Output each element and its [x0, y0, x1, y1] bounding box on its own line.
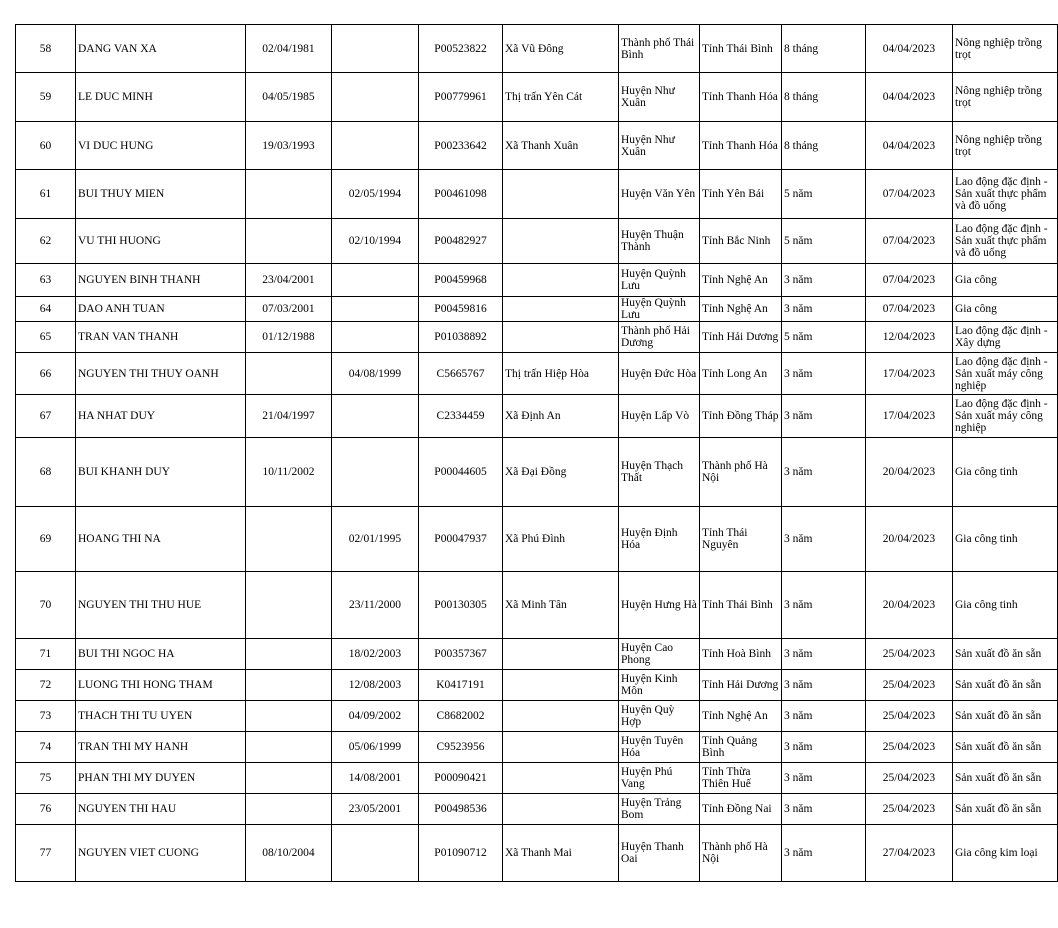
commune-cell: [503, 170, 619, 219]
dob-female-cell: 12/08/2003: [332, 670, 419, 701]
commune-cell: [503, 219, 619, 264]
passport-number-cell: P00482927: [419, 219, 503, 264]
table-row: [16, 732, 1058, 763]
province-cell: Tỉnh Long An: [700, 353, 782, 395]
passport-number-cell: C5665767: [419, 353, 503, 395]
dob-male-cell: [246, 794, 332, 825]
district-cell: Huyện Kinh Môn: [619, 670, 700, 701]
contract-duration-cell: 5 năm: [782, 219, 866, 264]
district-cell: Huyện Thanh Oai: [619, 825, 700, 882]
occupation-cell: Gia công tinh: [953, 438, 1058, 507]
worker-name-cell: THACH THI TU UYEN: [76, 701, 246, 732]
district-cell: Huyện Thạch Thất: [619, 438, 700, 507]
dob-male-cell: [246, 353, 332, 395]
commune-cell: [503, 763, 619, 794]
occupation-cell: Gia công tinh: [953, 507, 1058, 572]
province-cell: Tỉnh Quảng Bình: [700, 732, 782, 763]
departure-date-cell: 20/04/2023: [866, 438, 953, 507]
district-cell: Thành phố Thái Bình: [619, 25, 700, 73]
dob-male-cell: [246, 507, 332, 572]
dob-male-cell: [246, 219, 332, 264]
commune-cell: [503, 670, 619, 701]
occupation-cell: Nông nghiệp trồng trọt: [953, 25, 1058, 73]
table-row: [16, 670, 1058, 701]
departure-date-cell: 20/04/2023: [866, 507, 953, 572]
occupation-cell: Sản xuất đồ ăn sẵn: [953, 732, 1058, 763]
departure-date-cell: 17/04/2023: [866, 353, 953, 395]
passport-number-cell: C8682002: [419, 701, 503, 732]
row-number-cell: 77: [16, 825, 76, 882]
occupation-cell: Sản xuất đồ ăn sẵn: [953, 763, 1058, 794]
dob-male-cell: 19/03/1993: [246, 122, 332, 170]
district-cell: Huyện Thuận Thành: [619, 219, 700, 264]
province-cell: Tỉnh Thái Bình: [700, 25, 782, 73]
row-number-cell: 65: [16, 322, 76, 353]
province-cell: Tỉnh Thừa Thiên Huế: [700, 763, 782, 794]
departure-date-cell: 25/04/2023: [866, 732, 953, 763]
row-number-cell: 62: [16, 219, 76, 264]
passport-number-cell: P00090421: [419, 763, 503, 794]
departure-date-cell: 07/04/2023: [866, 264, 953, 297]
worker-name-cell: LUONG THI HONG THAM: [76, 670, 246, 701]
commune-cell: Xã Vũ Đông: [503, 25, 619, 73]
contract-duration-cell: 3 năm: [782, 639, 866, 670]
commune-cell: Xã Phú Đình: [503, 507, 619, 572]
table-row: [16, 395, 1058, 438]
departure-date-cell: 04/04/2023: [866, 73, 953, 122]
passport-number-cell: P00130305: [419, 572, 503, 639]
row-number-cell: 72: [16, 670, 76, 701]
dob-male-cell: 04/05/1985: [246, 73, 332, 122]
departure-date-cell: 12/04/2023: [866, 322, 953, 353]
row-number-cell: 71: [16, 639, 76, 670]
worker-name-cell: NGUYEN THI THU HUE: [76, 572, 246, 639]
district-cell: Huyện Phú Vang: [619, 763, 700, 794]
commune-cell: Thị trấn Hiệp Hòa: [503, 353, 619, 395]
passport-number-cell: P00498536: [419, 794, 503, 825]
passport-number-cell: P00461098: [419, 170, 503, 219]
worker-name-cell: PHAN THI MY DUYEN: [76, 763, 246, 794]
province-cell: Tỉnh Nghệ An: [700, 297, 782, 322]
province-cell: Tỉnh Thái Bình: [700, 572, 782, 639]
row-number-cell: 61: [16, 170, 76, 219]
dob-male-cell: [246, 763, 332, 794]
province-cell: Tỉnh Thanh Hóa: [700, 73, 782, 122]
contract-duration-cell: 3 năm: [782, 701, 866, 732]
dob-male-cell: 21/04/1997: [246, 395, 332, 438]
commune-cell: [503, 264, 619, 297]
contract-duration-cell: 3 năm: [782, 794, 866, 825]
worker-name-cell: VI DUC HUNG: [76, 122, 246, 170]
table-row: [16, 25, 1058, 73]
district-cell: Huyện Hưng Hà: [619, 572, 700, 639]
commune-cell: [503, 701, 619, 732]
commune-cell: [503, 639, 619, 670]
contract-duration-cell: 3 năm: [782, 264, 866, 297]
dob-female-cell: 04/08/1999: [332, 353, 419, 395]
province-cell: Tỉnh Hoà Bình: [700, 639, 782, 670]
dob-female-cell: [332, 395, 419, 438]
departure-date-cell: 17/04/2023: [866, 395, 953, 438]
table-row: [16, 763, 1058, 794]
dob-male-cell: [246, 639, 332, 670]
dob-male-cell: 08/10/2004: [246, 825, 332, 882]
table-row: [16, 297, 1058, 322]
worker-name-cell: DANG VAN XA: [76, 25, 246, 73]
worker-name-cell: TRAN VAN THANH: [76, 322, 246, 353]
contract-duration-cell: 3 năm: [782, 670, 866, 701]
departure-date-cell: 07/04/2023: [866, 170, 953, 219]
commune-cell: [503, 794, 619, 825]
dob-female-cell: 05/06/1999: [332, 732, 419, 763]
passport-number-cell: P01038892: [419, 322, 503, 353]
passport-number-cell: P00047937: [419, 507, 503, 572]
table-row: [16, 701, 1058, 732]
passport-number-cell: P00779961: [419, 73, 503, 122]
contract-duration-cell: 3 năm: [782, 763, 866, 794]
passport-number-cell: C2334459: [419, 395, 503, 438]
district-cell: Huyện Cao Phong: [619, 639, 700, 670]
contract-duration-cell: 3 năm: [782, 732, 866, 763]
occupation-cell: Gia công kim loại: [953, 825, 1058, 882]
dob-female-cell: 14/08/2001: [332, 763, 419, 794]
dob-female-cell: [332, 25, 419, 73]
worker-name-cell: DAO ANH TUAN: [76, 297, 246, 322]
table-row: [16, 219, 1058, 264]
row-number-cell: 66: [16, 353, 76, 395]
province-cell: Thành phố Hà Nội: [700, 438, 782, 507]
occupation-cell: Lao động đặc định - Sản xuất thực phẩm và đồ uống: [953, 170, 1058, 219]
table-row: [16, 170, 1058, 219]
departure-date-cell: 25/04/2023: [866, 639, 953, 670]
departure-date-cell: 04/04/2023: [866, 122, 953, 170]
contract-duration-cell: 8 tháng: [782, 122, 866, 170]
occupation-cell: Sản xuất đồ ăn sẵn: [953, 670, 1058, 701]
dob-male-cell: [246, 170, 332, 219]
contract-duration-cell: 8 tháng: [782, 25, 866, 73]
occupation-cell: Nông nghiệp trồng trọt: [953, 122, 1058, 170]
occupation-cell: Lao động đặc định - Xây dựng: [953, 322, 1058, 353]
departure-date-cell: 27/04/2023: [866, 825, 953, 882]
occupation-cell: Nông nghiệp trồng trọt: [953, 73, 1058, 122]
passport-number-cell: P01090712: [419, 825, 503, 882]
dob-female-cell: [332, 438, 419, 507]
dob-male-cell: [246, 572, 332, 639]
occupation-cell: Sản xuất đồ ăn sẵn: [953, 701, 1058, 732]
row-number-cell: 68: [16, 438, 76, 507]
dob-female-cell: 02/10/1994: [332, 219, 419, 264]
worker-name-cell: NGUYEN BINH THANH: [76, 264, 246, 297]
dob-male-cell: [246, 701, 332, 732]
province-cell: Tỉnh Nghệ An: [700, 701, 782, 732]
dob-female-cell: [332, 297, 419, 322]
row-number-cell: 67: [16, 395, 76, 438]
district-cell: Huyện Định Hóa: [619, 507, 700, 572]
passport-number-cell: P00357367: [419, 639, 503, 670]
dob-female-cell: 02/01/1995: [332, 507, 419, 572]
row-number-cell: 69: [16, 507, 76, 572]
contract-duration-cell: 3 năm: [782, 297, 866, 322]
passport-number-cell: K0417191: [419, 670, 503, 701]
departure-date-cell: 20/04/2023: [866, 572, 953, 639]
departure-date-cell: 25/04/2023: [866, 701, 953, 732]
province-cell: Tỉnh Nghệ An: [700, 264, 782, 297]
row-number-cell: 58: [16, 25, 76, 73]
table-row: [16, 639, 1058, 670]
table-row: [16, 122, 1058, 170]
table-row: [16, 825, 1058, 882]
contract-duration-cell: 5 năm: [782, 170, 866, 219]
dob-female-cell: [332, 264, 419, 297]
dob-female-cell: [332, 73, 419, 122]
commune-cell: Xã Đại Đồng: [503, 438, 619, 507]
departure-date-cell: 07/04/2023: [866, 297, 953, 322]
district-cell: Huyện Như Xuân: [619, 122, 700, 170]
row-number-cell: 74: [16, 732, 76, 763]
province-cell: Tỉnh Hải Dương: [700, 670, 782, 701]
occupation-cell: Sản xuất đồ ăn sẵn: [953, 794, 1058, 825]
district-cell: Huyện Như Xuân: [619, 73, 700, 122]
contract-duration-cell: 3 năm: [782, 507, 866, 572]
occupation-cell: Gia công tinh: [953, 572, 1058, 639]
row-number-cell: 64: [16, 297, 76, 322]
dob-male-cell: 02/04/1981: [246, 25, 332, 73]
worker-name-cell: NGUYEN VIET CUONG: [76, 825, 246, 882]
contract-duration-cell: 5 năm: [782, 322, 866, 353]
dob-female-cell: 23/05/2001: [332, 794, 419, 825]
table-row: [16, 353, 1058, 395]
commune-cell: Xã Minh Tân: [503, 572, 619, 639]
row-number-cell: 59: [16, 73, 76, 122]
province-cell: Tỉnh Đồng Tháp: [700, 395, 782, 438]
departure-date-cell: 25/04/2023: [866, 763, 953, 794]
occupation-cell: Gia công: [953, 297, 1058, 322]
row-number-cell: 60: [16, 122, 76, 170]
table-row: [16, 572, 1058, 639]
commune-cell: [503, 322, 619, 353]
dob-male-cell: 01/12/1988: [246, 322, 332, 353]
table-row: [16, 507, 1058, 572]
table-row: [16, 322, 1058, 353]
district-cell: Huyện Tuyên Hóa: [619, 732, 700, 763]
dob-male-cell: [246, 732, 332, 763]
dob-female-cell: [332, 322, 419, 353]
worker-name-cell: BUI THI NGOC HA: [76, 639, 246, 670]
commune-cell: [503, 297, 619, 322]
contract-duration-cell: 3 năm: [782, 825, 866, 882]
occupation-cell: Gia công: [953, 264, 1058, 297]
worker-name-cell: VU THI HUONG: [76, 219, 246, 264]
table-row: [16, 264, 1058, 297]
worker-name-cell: HOANG THI NA: [76, 507, 246, 572]
contract-duration-cell: 3 năm: [782, 572, 866, 639]
province-cell: Tỉnh Đồng Nai: [700, 794, 782, 825]
commune-cell: Xã Định An: [503, 395, 619, 438]
occupation-cell: Lao động đặc định - Sản xuất máy công nghiệp: [953, 353, 1058, 395]
district-cell: Huyện Quỳnh Lưu: [619, 297, 700, 322]
province-cell: Tỉnh Hải Dương: [700, 322, 782, 353]
contract-duration-cell: 8 tháng: [782, 73, 866, 122]
province-cell: Thành phố Hà Nội: [700, 825, 782, 882]
worker-name-cell: NGUYEN THI HAU: [76, 794, 246, 825]
province-cell: Tỉnh Thái Nguyên: [700, 507, 782, 572]
dob-male-cell: [246, 670, 332, 701]
row-number-cell: 73: [16, 701, 76, 732]
dob-female-cell: [332, 122, 419, 170]
district-cell: Huyện Lấp Vò: [619, 395, 700, 438]
worker-name-cell: NGUYEN THI THUY OANH: [76, 353, 246, 395]
passport-number-cell: P00044605: [419, 438, 503, 507]
province-cell: Tỉnh Thanh Hóa: [700, 122, 782, 170]
passport-number-cell: P00523822: [419, 25, 503, 73]
passport-number-cell: P00233642: [419, 122, 503, 170]
commune-cell: Thị trấn Yên Cát: [503, 73, 619, 122]
worker-name-cell: TRAN THI MY HANH: [76, 732, 246, 763]
dob-female-cell: 04/09/2002: [332, 701, 419, 732]
province-cell: Tỉnh Yên Bái: [700, 170, 782, 219]
table-body: [16, 25, 1058, 882]
occupation-cell: Lao động đặc định - Sản xuất thực phẩm và đồ uống: [953, 219, 1058, 264]
district-cell: Huyện Trảng Bom: [619, 794, 700, 825]
dob-female-cell: 02/05/1994: [332, 170, 419, 219]
row-number-cell: 63: [16, 264, 76, 297]
contract-duration-cell: 3 năm: [782, 353, 866, 395]
worker-table: [15, 24, 1058, 882]
commune-cell: [503, 732, 619, 763]
worker-name-cell: BUI THUY MIEN: [76, 170, 246, 219]
passport-number-cell: P00459968: [419, 264, 503, 297]
passport-number-cell: P00459816: [419, 297, 503, 322]
commune-cell: Xã Thanh Xuân: [503, 122, 619, 170]
table-row: [16, 438, 1058, 507]
occupation-cell: Lao động đặc định - Sản xuất máy công nghiệp: [953, 395, 1058, 438]
district-cell: Huyện Văn Yên: [619, 170, 700, 219]
worker-name-cell: LE DUC MINH: [76, 73, 246, 122]
dob-female-cell: 23/11/2000: [332, 572, 419, 639]
passport-number-cell: C9523956: [419, 732, 503, 763]
table-row: [16, 794, 1058, 825]
district-cell: Huyện Quỳnh Lưu: [619, 264, 700, 297]
dob-female-cell: [332, 825, 419, 882]
departure-date-cell: 07/04/2023: [866, 219, 953, 264]
table-row: [16, 73, 1058, 122]
departure-date-cell: 25/04/2023: [866, 794, 953, 825]
commune-cell: Xã Thanh Mai: [503, 825, 619, 882]
worker-name-cell: BUI KHANH DUY: [76, 438, 246, 507]
departure-date-cell: 25/04/2023: [866, 670, 953, 701]
dob-male-cell: 10/11/2002: [246, 438, 332, 507]
district-cell: Huyện Đức Hòa: [619, 353, 700, 395]
dob-male-cell: 07/03/2001: [246, 297, 332, 322]
dob-female-cell: 18/02/2003: [332, 639, 419, 670]
occupation-cell: Sản xuất đồ ăn sẵn: [953, 639, 1058, 670]
district-cell: Thành phố Hải Dương: [619, 322, 700, 353]
dob-male-cell: 23/04/2001: [246, 264, 332, 297]
row-number-cell: 76: [16, 794, 76, 825]
departure-date-cell: 04/04/2023: [866, 25, 953, 73]
row-number-cell: 75: [16, 763, 76, 794]
worker-name-cell: HA NHAT DUY: [76, 395, 246, 438]
contract-duration-cell: 3 năm: [782, 438, 866, 507]
row-number-cell: 70: [16, 572, 76, 639]
district-cell: Huyện Quỳ Hợp: [619, 701, 700, 732]
province-cell: Tỉnh Bắc Ninh: [700, 219, 782, 264]
contract-duration-cell: 3 năm: [782, 395, 866, 438]
